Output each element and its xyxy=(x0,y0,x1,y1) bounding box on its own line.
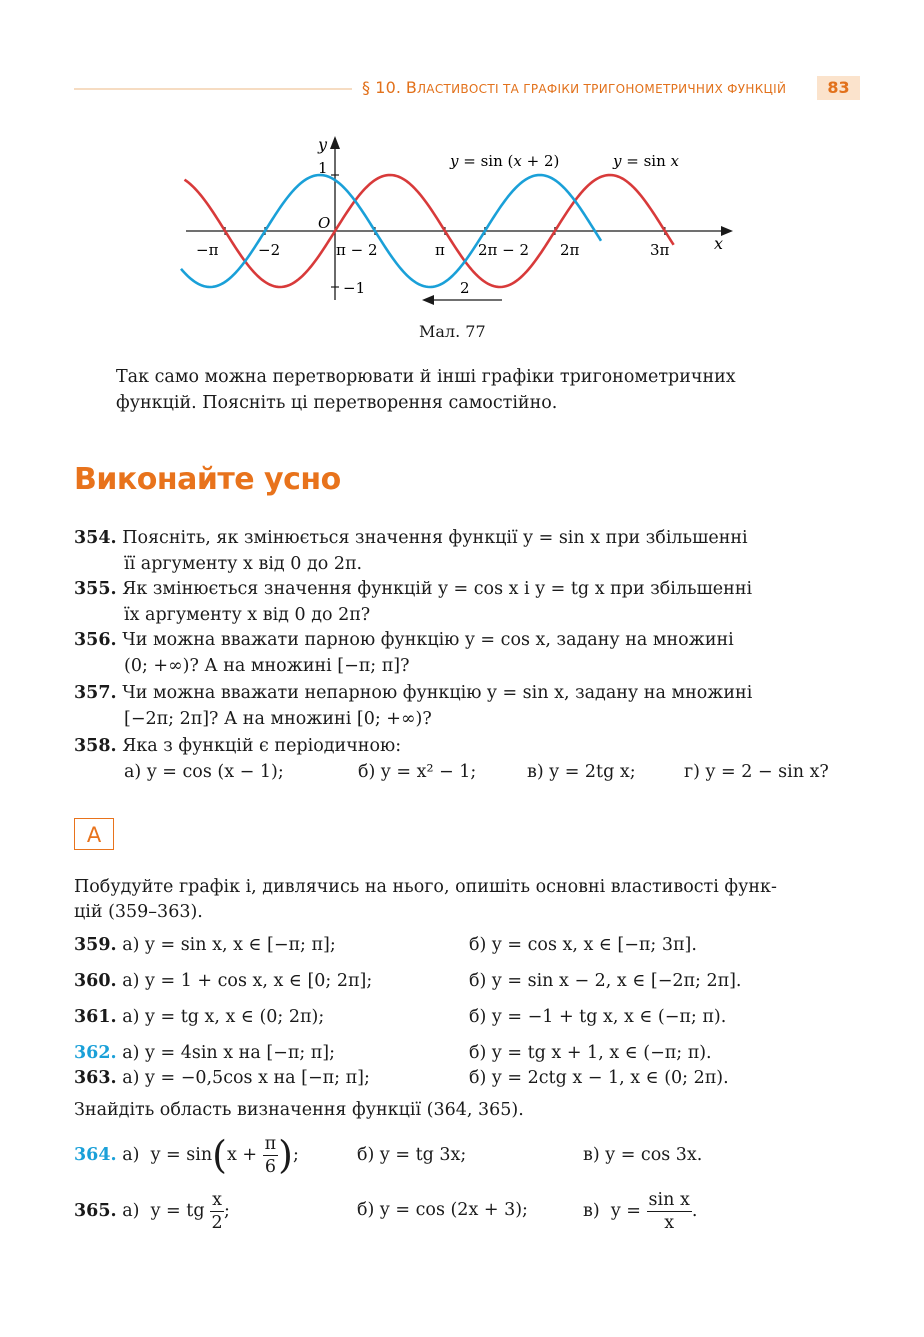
level-badge: А xyxy=(74,818,114,850)
intro-line-2: функцій. Поясніть ці перетворення самостійно. xyxy=(116,393,558,413)
task-intro-line-2: цій (359–363). xyxy=(74,902,203,922)
tick-label-minus-pi: −π xyxy=(196,241,219,259)
tick-label-pi-minus-2: π − 2 xyxy=(336,241,378,259)
exercise-365: 365. а) y = tg $\frac{x}{2}$ ; xyxy=(74,1189,230,1233)
exercise-355-cont: їх аргументу x від 0 до 2π? xyxy=(124,605,371,625)
tick-label-pi: π xyxy=(435,241,445,259)
exercise-364-b: б) y = tg 3x; xyxy=(357,1145,467,1165)
exercise-354: 354. Поясніть, як змінюється значення функції y = sin x при збільшенні xyxy=(74,528,748,548)
exercise-365-c: в) y = $\frac{\text{sin x}}{x}$ . xyxy=(583,1189,698,1233)
exercise-364-c: в) y = cos 3x. xyxy=(583,1145,703,1165)
exercise-355: 355. Як змінюється значення функцій y = cos x і y = tg x при збільшенні xyxy=(74,579,753,599)
exercise-358-option-b: б) y = x² − 1; xyxy=(358,762,477,782)
exercise-358-option-c: в) y = 2tg x; xyxy=(527,762,636,782)
header-rule xyxy=(74,88,352,90)
exercise-361-b: б) y = −1 + tg x, x ∈ (−π; π). xyxy=(469,1007,727,1027)
exercise-358-option-a: а) y = cos (x − 1); xyxy=(124,762,284,782)
section-title: ЛАСТИВОСТІ ТА ГРАФІКИ ТРИГОНОМЕТРИЧНИХ ФУНКЦІЙ xyxy=(416,82,787,96)
tick-label-2pi-minus-2: 2π − 2 xyxy=(478,241,530,259)
exercise-357-cont: [−2π; 2π]? А на множині [0; +∞)? xyxy=(124,709,432,729)
y-minus-one-label: −1 xyxy=(343,279,366,297)
exercise-359-b: б) y = cos x, x ∈ [−π; 3π]. xyxy=(469,935,697,955)
task-intro-line-1: Побудуйте графік і, дивлячись на нього, опишіть основні властивості функ- xyxy=(74,877,777,897)
exercise-363-b: б) y = 2ctg x − 1, x ∈ (0; 2π). xyxy=(469,1068,729,1088)
exercise-360: 360. а) y = 1 + cos x, x ∈ [0; 2π]; xyxy=(74,971,373,991)
exercise-356-cont: (0; +∞)? А на множині [−π; π]? xyxy=(124,656,410,676)
section-heading: Виконайте усно xyxy=(74,462,341,497)
tick-label-3pi: 3π xyxy=(650,241,670,259)
exercise-364: 364. а) y = sin ( x + $\frac{\pi}{6}$ ) ; xyxy=(74,1133,299,1177)
tick-label-minus-2: −2 xyxy=(258,241,281,259)
trig-graph-figure xyxy=(150,125,770,320)
exercise-359: 359. а) y = sin x, x ∈ [−π; π]; xyxy=(74,935,336,955)
tick-label-2pi: 2π xyxy=(560,241,580,259)
y-one-label: 1 xyxy=(318,159,328,177)
intro-line-1: Так само можна перетворювати й інші графіки тригонометричних xyxy=(116,367,736,387)
shift-label: 2 xyxy=(460,279,470,297)
figure-caption: Мал. 77 xyxy=(419,322,486,341)
exercise-358: 358. Яка з функцій є періодичною: xyxy=(74,736,402,756)
domain-intro: Знайдіть область визначення функції (364, 365). xyxy=(74,1100,524,1120)
running-header: § 10. ВЛАСТИВОСТІ ТА ГРАФІКИ ТРИГОНОМЕТРИЧНИХ ФУНКЦІЙ xyxy=(362,78,787,97)
page-number: 83 xyxy=(817,76,860,100)
section-number: § 10. xyxy=(362,78,402,97)
y-axis-label: y xyxy=(318,135,328,154)
exercise-356: 356. Чи можна вважати парною функцію y = cos x, задану на множині xyxy=(74,630,734,650)
legend-shift-label: y = sin (x + 2) xyxy=(450,152,560,170)
shift-arrow-icon xyxy=(422,295,434,305)
exercise-358-option-d: г) y = 2 − sin x? xyxy=(684,762,829,782)
y-axis-arrow-icon xyxy=(330,136,340,149)
exercise-362: 362. а) y = 4sin x на [−π; π]; xyxy=(74,1043,336,1063)
exercise-363: 363. а) y = −0,5cos x на [−π; π]; xyxy=(74,1068,370,1088)
exercise-361: 361. а) y = tg x, x ∈ (0; 2π); xyxy=(74,1007,325,1027)
exercise-365-b: б) y = cos (2x + 3); xyxy=(357,1200,528,1220)
origin-label: O xyxy=(318,214,331,232)
legend-sin-label: y = sin x xyxy=(613,152,679,170)
exercise-357: 357. Чи можна вважати непарною функцію y = sin x, задану на множині xyxy=(74,683,753,703)
x-axis-label: x xyxy=(714,234,724,253)
exercise-354-cont: її аргументу x від 0 до 2π. xyxy=(124,554,363,574)
exercise-362-b: б) y = tg x + 1, x ∈ (−π; π). xyxy=(469,1043,712,1063)
exercise-360-b: б) y = sin x − 2, x ∈ [−2π; 2π]. xyxy=(469,971,742,991)
